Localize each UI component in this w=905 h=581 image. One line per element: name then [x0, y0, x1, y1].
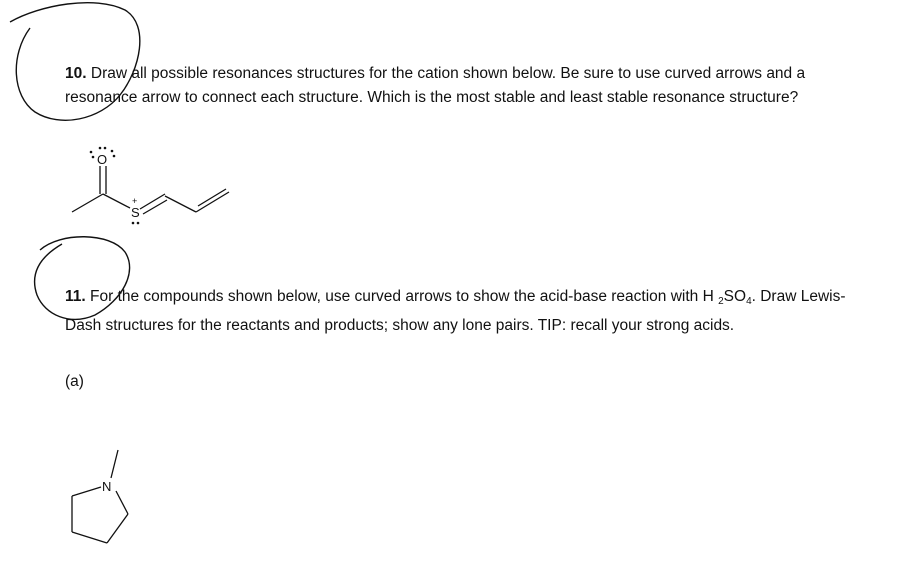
bond-c5-n [72, 487, 101, 496]
sulfur-atom: S [131, 205, 140, 220]
oxygen-atom: O [97, 152, 108, 167]
question-text: For the compounds shown below, use curved arrows to show the acid-base reaction with H [90, 288, 714, 305]
bond-c2-c3 [107, 514, 128, 543]
nitrogen-atom: N [102, 479, 112, 494]
subscript-2: 2 [718, 296, 724, 307]
question-text-continued: . Draw Lewis-Dash structures for the reactants and products; show any lone pairs. TIP: recall your strong acids. [65, 288, 846, 334]
positive-charge: + [132, 196, 138, 206]
formula-so: SO [723, 288, 747, 305]
question-number: 10. [65, 65, 87, 82]
bond-n-c2 [116, 491, 128, 514]
bond-c3-c4 [72, 532, 107, 543]
bond-n-methyl [111, 450, 118, 478]
question-text: Draw all possible resonances structures for the cation shown below. Be sure to use curved arrows and a resonance arrow to connect each structure. Which is the most stable and least stable resonance structure? [65, 65, 806, 106]
part-a-label: (a) [65, 373, 84, 390]
subscript-4: 4 [746, 296, 752, 307]
question-number: 11. [65, 288, 86, 305]
